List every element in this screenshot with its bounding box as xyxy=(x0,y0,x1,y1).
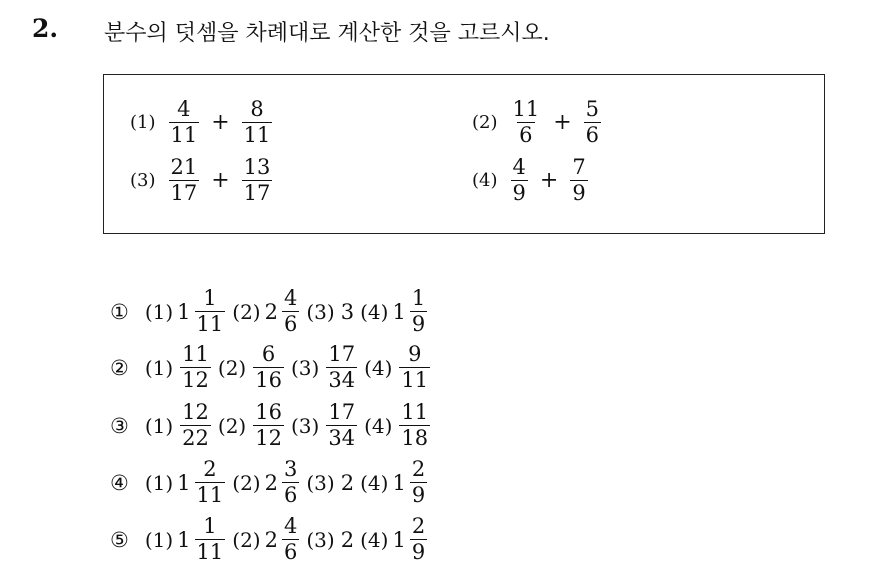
problem-label: (1) xyxy=(130,112,156,133)
item-label: (2) xyxy=(232,527,261,552)
fraction xyxy=(410,288,427,335)
fraction xyxy=(326,344,357,391)
whole-part: 1 xyxy=(177,527,191,552)
item-label: (4) xyxy=(360,299,389,324)
denominator: 9 xyxy=(411,483,426,507)
whole-part: 2 xyxy=(264,527,278,552)
choice-4[interactable] xyxy=(110,459,430,506)
numerator: 7 xyxy=(572,155,586,179)
denominator: 17 xyxy=(170,181,198,205)
denominator: 6 xyxy=(284,540,298,564)
numerator: 17 xyxy=(328,400,356,424)
denominator: 9 xyxy=(411,540,426,564)
fraction xyxy=(584,99,601,146)
item-label: (4) xyxy=(364,355,393,380)
numerator: 9 xyxy=(408,342,422,366)
numerator: 5 xyxy=(585,97,600,121)
denominator: 11 xyxy=(196,312,224,336)
question-number: 2. xyxy=(32,14,59,43)
item-label: (4) xyxy=(360,527,389,552)
integer-value: 2 xyxy=(340,527,355,552)
denominator: 17 xyxy=(243,181,271,205)
choice-number: ① xyxy=(110,299,129,324)
plus-operator: + xyxy=(211,168,230,193)
plus-operator: + xyxy=(553,110,572,135)
fraction xyxy=(511,99,542,146)
item-label: (3) xyxy=(290,355,320,380)
problem-label: (3) xyxy=(130,170,156,191)
problem-label: (4) xyxy=(472,170,498,191)
item-label: (2) xyxy=(232,470,261,495)
numerator: 17 xyxy=(328,342,356,366)
numerator: 3 xyxy=(284,457,298,481)
fraction xyxy=(511,157,528,204)
fraction xyxy=(242,99,273,146)
numerator: 2 xyxy=(411,514,426,538)
numerator: 4 xyxy=(284,514,298,538)
problem-box xyxy=(103,74,825,234)
choice-number: ② xyxy=(110,355,129,380)
choice-number: ③ xyxy=(110,413,129,438)
denominator: 6 xyxy=(585,123,600,147)
fraction xyxy=(253,344,284,391)
numerator: 11 xyxy=(401,400,429,424)
problem-3 xyxy=(130,157,275,204)
whole-part: 1 xyxy=(392,299,406,324)
problem-4 xyxy=(472,157,591,204)
whole-part: 1 xyxy=(392,470,406,495)
item-label: (3) xyxy=(290,413,320,438)
fraction xyxy=(399,344,430,391)
fraction xyxy=(169,157,200,204)
item-label: (1) xyxy=(144,299,174,324)
denominator: 34 xyxy=(328,368,356,392)
choice-number: ⑤ xyxy=(110,527,129,552)
fraction xyxy=(253,402,284,449)
question-text: 분수의 덧셈을 차례대로 계산한 것을 고르시오. xyxy=(104,21,550,46)
fraction xyxy=(169,99,200,146)
fraction xyxy=(282,288,299,335)
denominator: 9 xyxy=(411,312,426,336)
numerator: 16 xyxy=(255,400,282,424)
denominator: 34 xyxy=(328,426,356,450)
item-label: (1) xyxy=(144,413,174,438)
choice-number: ④ xyxy=(110,470,129,495)
numerator: 11 xyxy=(512,97,540,121)
fraction xyxy=(180,344,211,391)
item-label: (2) xyxy=(217,413,247,438)
whole-part: 1 xyxy=(177,299,191,324)
item-label: (1) xyxy=(144,527,174,552)
item-label: (1) xyxy=(144,470,174,495)
item-label: (4) xyxy=(360,470,389,495)
denominator: 12 xyxy=(255,426,282,450)
numerator: 4 xyxy=(512,155,526,179)
problem-2 xyxy=(472,99,604,146)
choice-2[interactable] xyxy=(110,344,433,391)
denominator: 18 xyxy=(401,426,429,450)
whole-part: 1 xyxy=(177,470,191,495)
plus-operator: + xyxy=(211,110,230,135)
item-label: (3) xyxy=(306,470,335,495)
choice-3[interactable] xyxy=(110,402,433,449)
integer-value: 3 xyxy=(340,299,355,324)
denominator: 11 xyxy=(243,123,271,147)
denominator: 11 xyxy=(170,123,198,147)
numerator: 4 xyxy=(177,97,191,121)
denominator: 6 xyxy=(519,123,533,147)
numerator: 12 xyxy=(182,400,209,424)
numerator: 11 xyxy=(182,342,209,366)
denominator: 11 xyxy=(196,483,224,507)
denominator: 16 xyxy=(255,368,282,392)
numerator: 13 xyxy=(243,155,271,179)
problem-1 xyxy=(130,99,275,146)
fraction xyxy=(399,402,430,449)
item-label: (4) xyxy=(364,413,393,438)
fraction xyxy=(180,402,211,449)
numerator: 1 xyxy=(203,514,217,538)
item-label: (3) xyxy=(306,299,335,324)
denominator: 6 xyxy=(284,483,298,507)
item-label: (3) xyxy=(306,527,335,552)
numerator: 2 xyxy=(411,457,426,481)
plus-operator: + xyxy=(539,168,559,193)
fraction xyxy=(195,516,226,563)
whole-part: 2 xyxy=(264,299,278,324)
integer-value: 2 xyxy=(340,470,355,495)
numerator: 1 xyxy=(203,286,217,310)
numerator: 8 xyxy=(250,97,264,121)
item-label: (2) xyxy=(232,299,261,324)
fraction xyxy=(195,459,226,506)
whole-part: 1 xyxy=(392,527,406,552)
numerator: 4 xyxy=(284,286,298,310)
numerator: 6 xyxy=(261,342,276,366)
fraction xyxy=(326,402,357,449)
choice-1[interactable] xyxy=(110,288,430,335)
denominator: 22 xyxy=(182,426,209,450)
fraction xyxy=(242,157,273,204)
denominator: 9 xyxy=(572,181,586,205)
fraction xyxy=(570,157,587,204)
fraction xyxy=(282,459,299,506)
fraction xyxy=(195,288,226,335)
choice-5[interactable] xyxy=(110,516,430,563)
whole-part: 2 xyxy=(264,470,278,495)
fraction xyxy=(410,459,427,506)
denominator: 11 xyxy=(196,540,224,564)
fraction xyxy=(282,516,299,563)
denominator: 11 xyxy=(401,368,429,392)
fraction xyxy=(410,516,427,563)
item-label: (2) xyxy=(217,355,247,380)
denominator: 6 xyxy=(284,312,298,336)
numerator: 1 xyxy=(411,286,426,310)
denominator: 9 xyxy=(512,181,526,205)
item-label: (1) xyxy=(144,355,174,380)
denominator: 12 xyxy=(182,368,209,392)
problem-label: (2) xyxy=(472,112,498,133)
numerator: 21 xyxy=(170,155,198,179)
numerator: 2 xyxy=(203,457,217,481)
